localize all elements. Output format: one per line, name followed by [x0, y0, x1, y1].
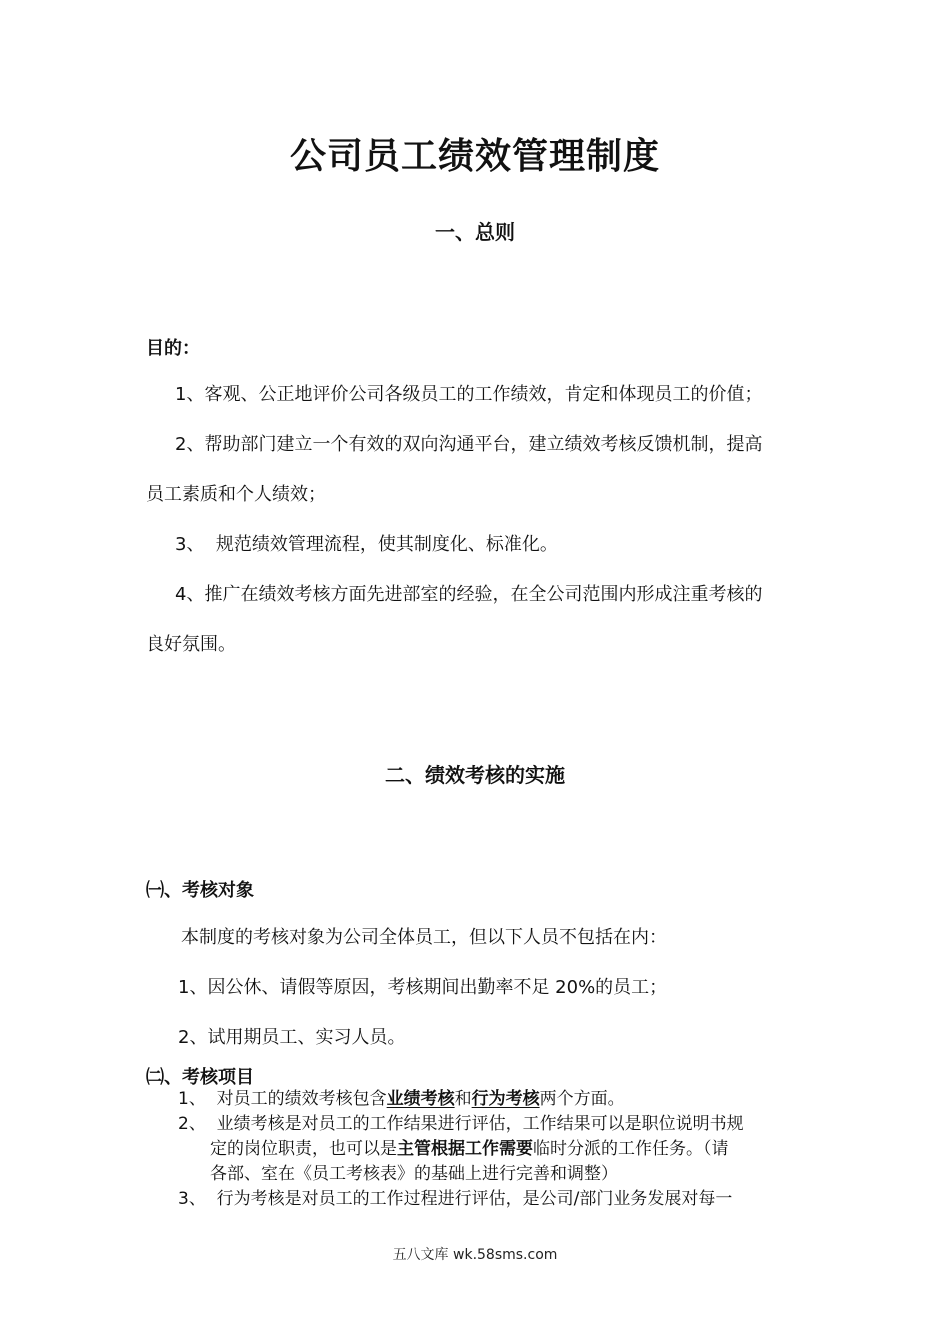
purpose-item-2-cont: 员工素质和个人绩效； [146, 484, 326, 505]
items-item-2-line3: 各部、室在《员工考核表》的基础上进行完善和调整） [210, 1164, 618, 1184]
purpose-item-3: 3、 规范绩效管理流程，使其制度化、标准化。 [175, 534, 558, 555]
purpose-item-2: 2、帮助部门建立一个有效的双向沟通平台，建立绩效考核反馈机制，提高 [175, 434, 763, 455]
footer-watermark: 五八文库 wk.58sms.com [392, 1247, 558, 1263]
purpose-label: 目的： [146, 338, 200, 359]
purpose-item-4-cont: 良好氛围。 [146, 634, 236, 655]
purpose-item-1: 1、客观、公正地评价公司各级员工的工作绩效，肯定和体现员工的价值； [175, 384, 763, 405]
targets-item-1: 1、因公休、请假等原因，考核期间出勤率不足 20%的员工； [178, 977, 668, 998]
items-item-2-line1: 2、 业绩考核是对员工的工作结果进行评估，工作结果可以是职位说明书规 [178, 1114, 744, 1134]
items-item-1: 1、 对员工的绩效考核包含业绩考核和行为考核两个方面。 [178, 1089, 625, 1109]
items-item-3-line1: 3、 行为考核是对员工的工作过程进行评估，是公司/部门业务发展对每一 [178, 1189, 733, 1209]
section-heading-general: 一、总则 [435, 220, 515, 244]
items-item-2-line2: 定的岗位职责，也可以是主管根据工作需要临时分派的工作任务。（请 [210, 1139, 729, 1159]
subsection-label-targets: ㈠、考核对象 [146, 880, 254, 901]
document-title: 公司员工绩效管理制度 [289, 136, 660, 177]
targets-item-2: 2、试用期员工、实习人员。 [178, 1027, 406, 1048]
targets-intro: 本制度的考核对象为公司全体员工，但以下人员不包括在内： [181, 927, 667, 948]
purpose-item-4: 4、推广在绩效考核方面先进部室的经验，在全公司范围内形成注重考核的 [175, 584, 763, 605]
section-heading-implementation: 二、绩效考核的实施 [385, 763, 565, 787]
subsection-label-items: ㈡、考核项目 [146, 1067, 254, 1088]
